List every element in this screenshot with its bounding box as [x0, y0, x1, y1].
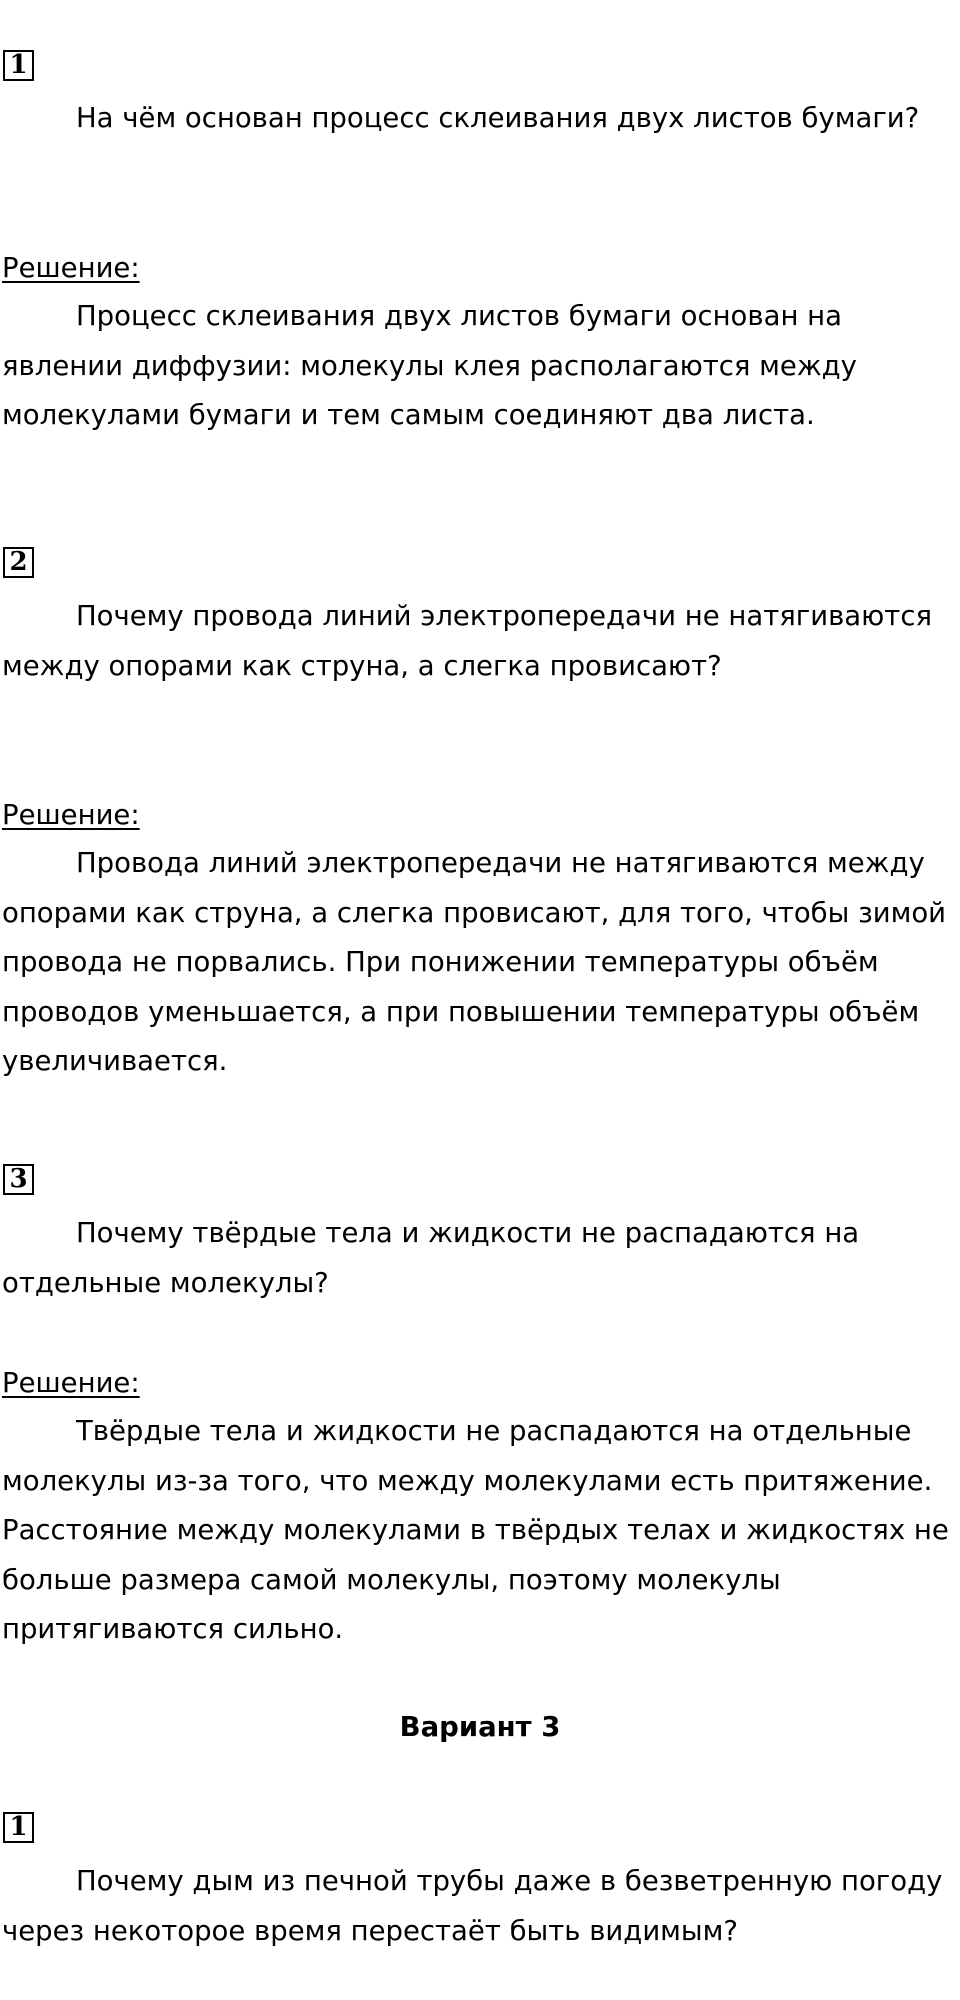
task-answer: Провода линий электропередачи не натягиваются между опорами как струна, а слегка провисают, для того, чтобы зимой провода не порвались. При понижении температуры объём проводов уменьшается, а при повышении температуры объём увеличивается.	[2, 847, 947, 1077]
task-number-box: 1	[3, 1812, 34, 1843]
task-question: Почему провода линий электропередачи не натягиваются между опорами как струна, а слегка провисают?	[2, 600, 932, 682]
task-number-box: 2	[3, 547, 34, 578]
task-question: Почему дым из печной трубы даже в безветренную погоду через некоторое время перестаёт быть видимым?	[2, 1865, 943, 1947]
variant-heading: Вариант 3	[399, 1711, 561, 1743]
task-question: Почему твёрдые тела и жидкости не распадаются на отдельные молекулы?	[2, 1217, 860, 1299]
task-number-box: 3	[3, 1164, 34, 1195]
task-answer: Процесс склеивания двух листов бумаги основан на явлении диффузии: молекулы клея располагаются между молекулами бумаги и тем самым соединяют два листа.	[2, 300, 857, 431]
solution-label: Решение:	[2, 799, 140, 831]
solution-label: Решение:	[2, 1367, 140, 1399]
task-number-box: 1	[3, 50, 34, 81]
task-question: На чём основан процесс склеивания двух листов бумаги?	[76, 102, 920, 134]
task-answer: Твёрдые тела и жидкости не распадаются на отдельные молекулы из-за того, что между молекулами есть притяжение. Расстояние между молекулами в твёрдых телах и жидкостях не больше размера самой молекулы, поэтому молекулы притягиваются сильно.	[2, 1415, 949, 1645]
solution-label: Решение:	[2, 252, 140, 284]
